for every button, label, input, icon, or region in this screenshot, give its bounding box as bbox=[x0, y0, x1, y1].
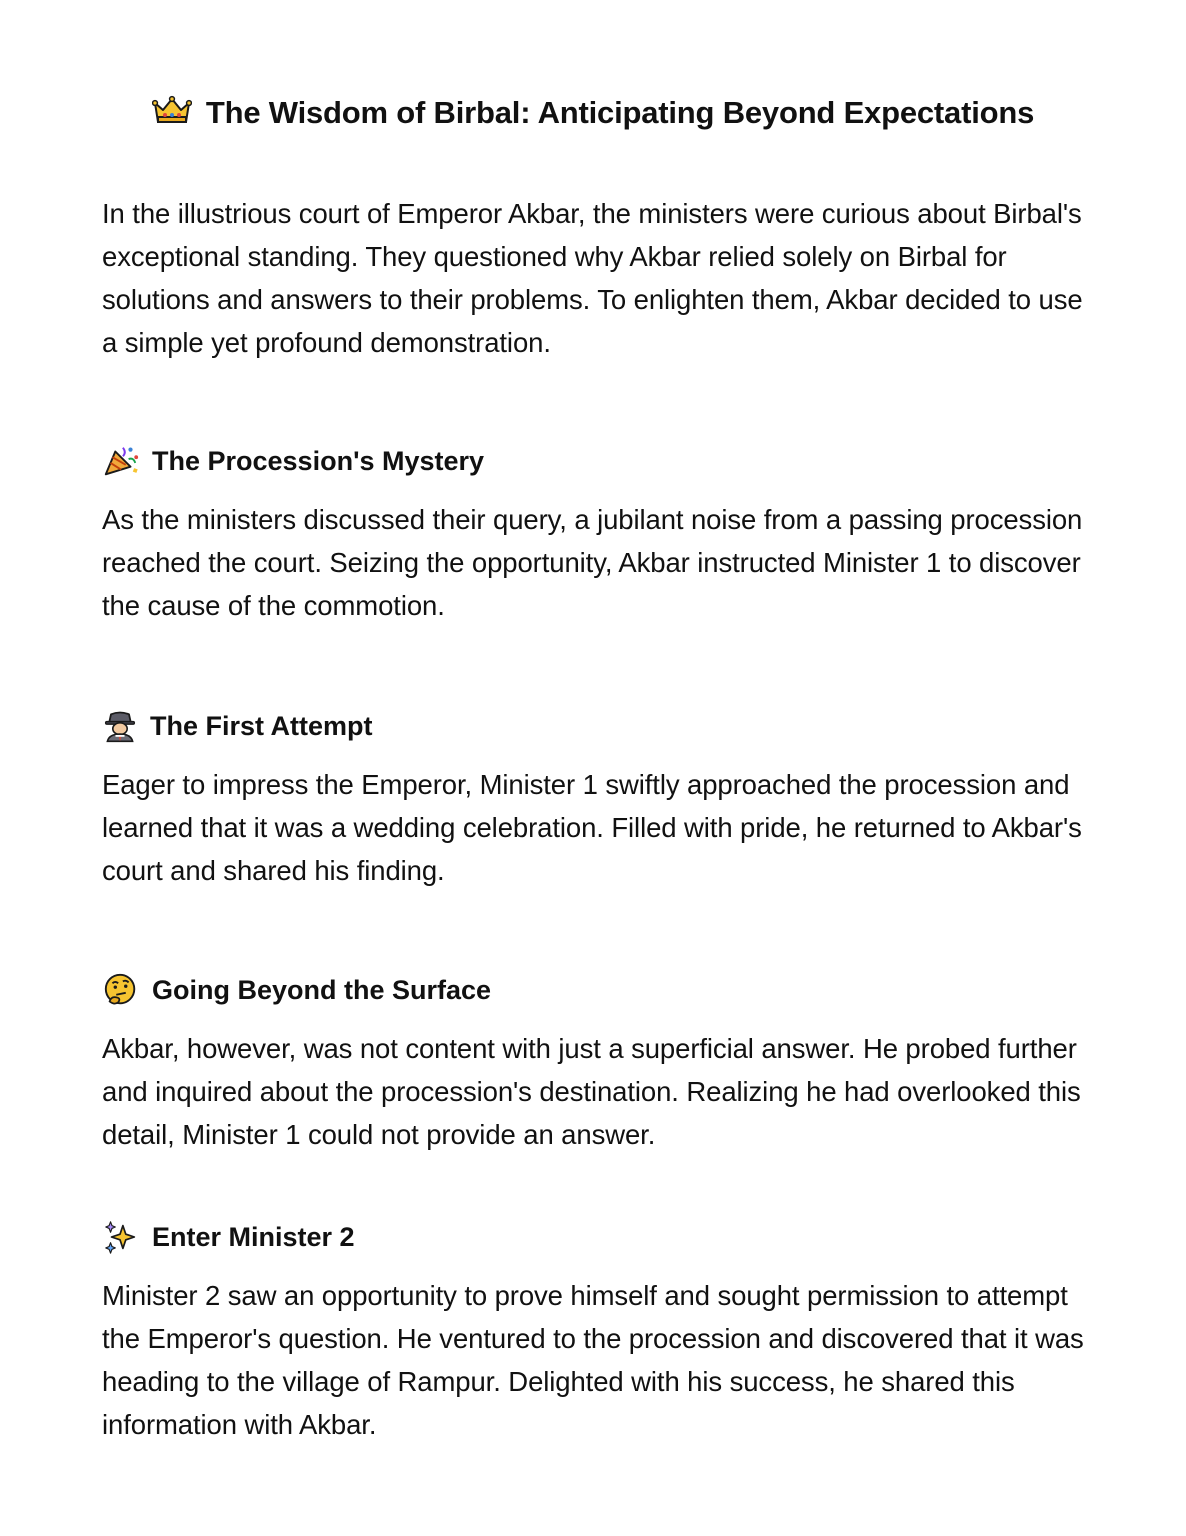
section-heading bbox=[102, 1217, 1092, 1257]
page-title-text: The Wisdom of Birbal: Anticipating Beyond Expectations bbox=[205, 94, 1035, 130]
section-heading-text: Going Beyond the Surface bbox=[152, 975, 492, 1005]
section-paragraph: Eager to impress the Emperor, Minister 1 swiftly approached the procession and learned that it was a wedding celebration. Filled with pride, he returned to Akbar's court and shared his finding. bbox=[102, 769, 1082, 886]
section-paragraph: Akbar, however, was not content with just a superficial answer. He probed further and inquired about the procession's destination. Realizing he had overlooked this detail, Minister 1 could not provide an answer. bbox=[102, 1033, 1081, 1150]
party-popper-icon bbox=[102, 443, 140, 479]
section-paragraph: Minister 2 saw an opportunity to prove himself and sought permission to attempt the Emperor's question. He ventured to the procession and discovered that it was heading to the village of Rampur. Delighted with his success, he shared this information with Akbar. bbox=[102, 1280, 1084, 1440]
detective-icon bbox=[102, 708, 138, 744]
section-enter-minister-2 bbox=[102, 1217, 1092, 1446]
section-heading-text: Enter Minister 2 bbox=[152, 1222, 355, 1252]
section-heading-text: The First Attempt bbox=[150, 711, 373, 741]
page-title bbox=[0, 91, 1186, 135]
crown-icon bbox=[152, 95, 192, 127]
section-paragraph: As the ministers discussed their query, a jubilant noise from a passing procession reached the court. Seizing the opportunity, Akbar instructed Minister 1 to discover the cause of the commotion. bbox=[102, 504, 1083, 621]
thinking-face-icon bbox=[102, 972, 140, 1008]
sparkles-icon bbox=[102, 1219, 140, 1255]
section-heading bbox=[102, 706, 1092, 746]
section-heading bbox=[102, 441, 1092, 481]
intro-paragraph: In the illustrious court of Emperor Akbar, the ministers were curious about Birbal's exceptional standing. They questioned why Akbar relied solely on Birbal for solutions and answers to their problems. To enlighten them, Akbar decided to use a simple yet profound demonstration. bbox=[102, 198, 1083, 358]
section-first-attempt bbox=[102, 706, 1092, 892]
section-heading-text: The Procession's Mystery bbox=[152, 446, 485, 476]
section-heading bbox=[102, 970, 1092, 1010]
intro-section bbox=[102, 192, 1092, 364]
section-processions-mystery bbox=[102, 441, 1092, 627]
section-going-beyond bbox=[102, 970, 1092, 1156]
